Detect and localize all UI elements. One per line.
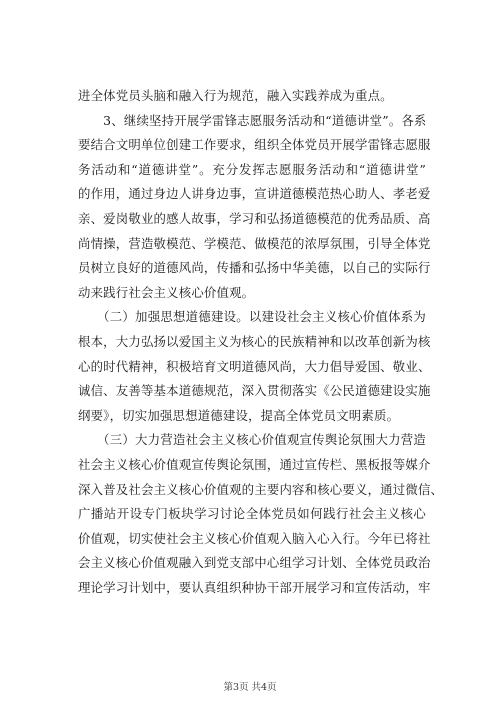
text-line: 诚信、友善等基本道德规范，深入贯彻落实《公民道德建设实施 xyxy=(78,383,431,399)
text-line: 尚情操，营造敬模范、学模范、做模范的浓厚氛围，引导全体党 xyxy=(78,235,431,251)
text-line: 员树立良好的道德风尚，传播和弘扬中华美德，以自己的实际行 xyxy=(78,260,431,276)
text-line: 务活动和“道德讲堂”。充分发挥志愿服务活动和“道德讲堂” xyxy=(78,161,426,177)
text-line: 3、继续坚持开展学雷锋志愿服务活动和“道德讲堂”。各系 xyxy=(78,112,427,128)
text-line: 会主义核心价值观融入到党支部中心组学习计划、全体党员政治 xyxy=(78,555,431,571)
text-line: （二）加强思想道德建设。以建设社会主义核心价值体系为 xyxy=(78,309,426,325)
page-number-footer: 第3页 共4页 xyxy=(223,682,277,693)
text-line: 的作用，通过身边人讲身边事，宣讲道德模范热心助人、孝老爱 xyxy=(78,186,431,202)
text-line: 纲要》，切实加强思想道德建设，提高全体党员文明素质。 xyxy=(78,407,400,423)
document-body xyxy=(78,84,444,600)
text-line: 根本，大力弘扬以爱国主义为核心的民族精神和以改革创新为核 xyxy=(78,333,431,349)
text-line: 社会主义核心价值观宣传舆论氛围，通过宣传栏、黑板报等媒介 xyxy=(78,456,431,472)
text-line: 心的时代精神，积极培育文明道德风尚，大力倡导爱国、敬业、 xyxy=(78,358,431,374)
text-line: 亲、爱岗敬业的感人故事，学习和弘扬道德模范的优秀品质、高 xyxy=(78,210,431,226)
text-line: 理论学习计划中，要认真组织种协干部开展学习和宣传活动，牢 xyxy=(78,579,431,595)
text-line: 深入普及社会主义核心价值观的主要内容和核心要义，通过微信、 xyxy=(78,481,444,497)
text-line: 广播站开设专门板块学习讨论全体党员如何践行社会主义核心 xyxy=(78,506,426,522)
text-line: 价值观，切实使社会主义核心价值观入脑入心入行。今年已将社 xyxy=(78,530,431,546)
text-line: （三）大力营造社会主义核心价值观宣传舆论氛围大力营造 xyxy=(78,432,426,448)
text-line: 动来践行社会主义核心价值观。 xyxy=(78,284,255,300)
text-line: 进全体党员头脑和融入行为规范，融入实践养成为重点。 xyxy=(78,88,393,103)
text-line: 要结合文明单位创建工作要求，组织全体党员开展学雷锋志愿服 xyxy=(78,137,431,153)
